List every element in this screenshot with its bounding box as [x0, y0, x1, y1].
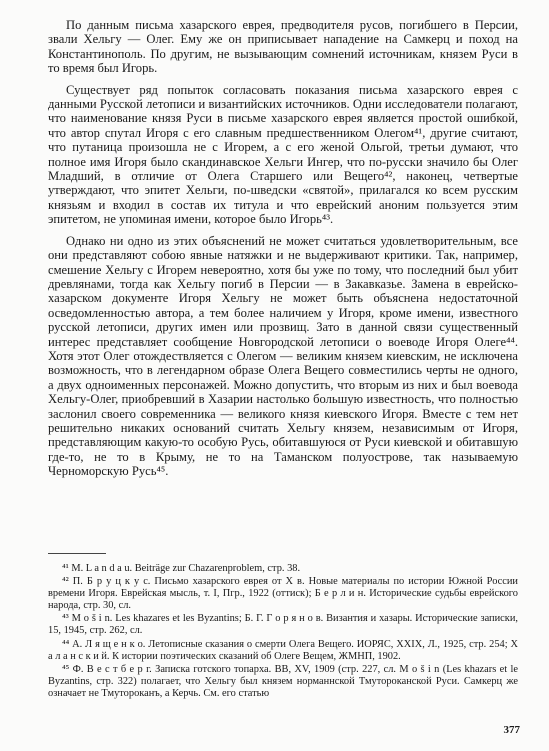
- footnote: ⁴² П. Б р у ц к у с. Письмо хазарского еврея от X в. Новые материалы по истории Южной России времени Игоря. Еврейская мысль, т. I, Пгр., 1922 (оттиск); Б е р л и н. Исторические судьбы еврейского народа, стр. 30, сл.: [48, 576, 518, 612]
- paragraph: По данным письма хазарского еврея, предводителя русов, погибшего в Персии, звали Хельгу — Олег. Ему же он приписывает нападение на Самкерц и поход на Константинополь. По другим, не вызывающим сомнений источникам, князем Руси в то время был Игорь.: [48, 18, 518, 76]
- footnote-divider: [48, 553, 106, 554]
- footnote: ⁴¹ M. L a n d a u. Beiträge zur Chazarenproblem, стр. 38.: [62, 563, 301, 574]
- footnote: ⁴⁴ А. Л я щ е н к о. Летописные сказания о смерти Олега Вещего. ИОРЯС, XXIX, Л., 1925, стр. 254; Х а л а н с к и й. К истории поэтических сказаний об Олеге Вещем, ЖМНП, 1902.: [48, 638, 518, 662]
- footnote: ⁴³ M o š i n. Les khazares et les Byzantins; Б. Г. Г о р я н о в. Византия и хазары. Исторические записки, 15, 1945, стр. 262, сл.: [48, 613, 518, 637]
- page-number: 377: [503, 724, 520, 736]
- paragraph: Существует ряд попыток согласовать показания письма хазарского еврея с данными Русской летописи и византийских источников. Одни исследователи полагают, что наименование князя Руси в письме хазарского еврея является простой ошибкой, что автор спутал Игоря с его славным предшественником Олегом⁴¹, другие считают, что путаница произошла не с Игорем, а с его женой Ольгой, третьи думают, что полное имя Игоря было скандинавское Хельги Ингер, что по-русски значило бы Олег Младший, в отличие от Олега Старшего или Вещего⁴², наконец, четвертые утверждают, что эпитет Хельги, по-шведски «святой», прилагался ко всем русским князьям и входил в состав их титула и что еврейский аноним пользуется этим эпитетом, не упоминая имени, которое было Игорь⁴³.: [48, 82, 518, 227]
- main-text: [48, 18, 518, 479]
- footnote: ⁴⁵ Ф. В е с т б е р г. Записка готского топарха. ВВ, XV, 1909 (стр. 227, сл. M o š i n (Les khazars et le Byzantins, стр. 322) полагает, что Хельгу был князем норманнской Тмутороканской Руси. Самкерц же означает не Тмутороканъ, а Керчь. См. его статью: [48, 663, 518, 699]
- paragraph: Однако ни одно из этих объяснений не может считаться удовлетворительным, все они представляют собою явные натяжки и не выдерживают критики. Так, например, смешение Хельгу с Игорем невероятно, хотя бы уже по тому, что последний был убит древлянами, тогда как Хельгу погиб в Персии — в Закавказье. Замена в еврейско-хазарском документе Игоря Хельгу не может быть объяснена недостаточной осведомленностью автора, а тем более наличием у Игоря, кроме имени, известного русской летописи, других имен или прозвищ. Зато в данной связи существенный интерес представляет сообщение Новгородской летописи о воеводе Игоря Олеге⁴⁴. Хотя этот Олег отождествляется с Олегом — великим князем киевским, не исключена возможность, что в легендарном образе Олега Вещего совместились черты не одного, а двух одноименных персонажей. Можно допустить, что вторым из них и был воевода Хельгу-Олег, приобревший в Хазарии настолько большую известность, что полностью заслонил своего современника — великого князя киевского Игоря. Вместе с тем нет решительно никаких оснований считать Хельгу князем, независимым от Игоря, представляющим какую-то особую Русь, обитавшуюся от Руси киевской и обитавшую где-то, не то в Крыму, не то на Таманском полуострове, так называемую Черноморскую Русь⁴⁵.: [48, 233, 518, 479]
- footnotes: [48, 563, 518, 701]
